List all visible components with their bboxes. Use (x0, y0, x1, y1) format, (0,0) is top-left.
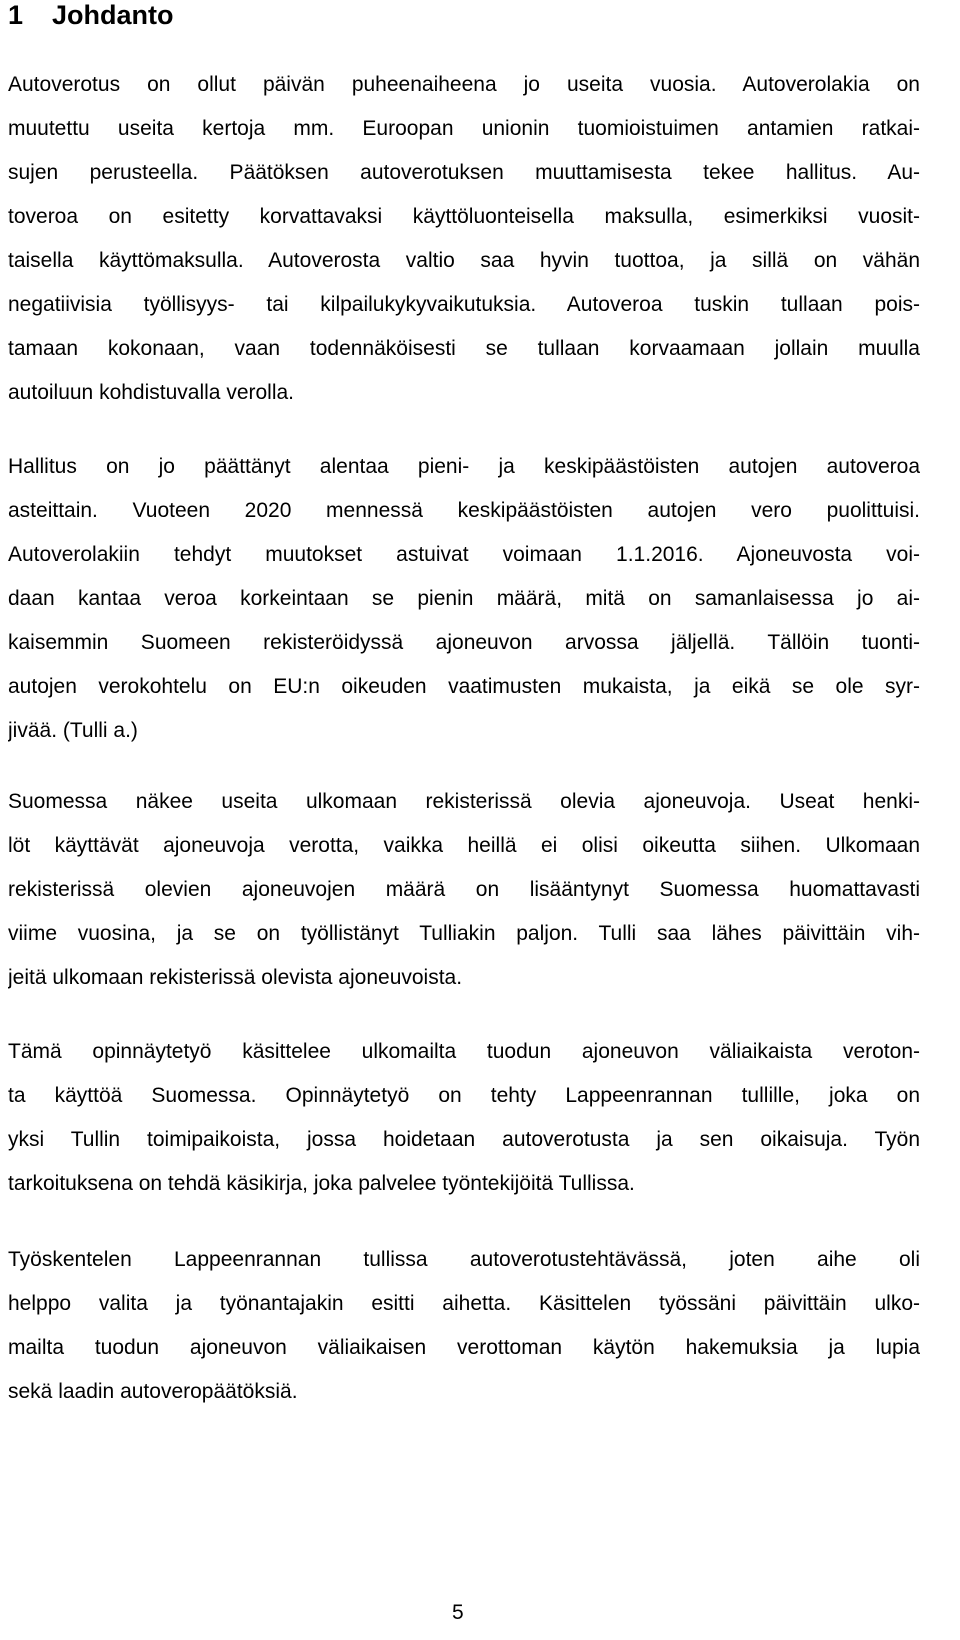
paragraph-line: asteittain. Vuoteen 2020 mennessä keskipäästöisten autojen vero puolittuisi. (8, 499, 920, 522)
paragraph-line: taisella käyttömaksulla. Autoverosta valtio saa hyvin tuottoa, ja sillä on vähän (8, 249, 920, 272)
paragraph-2 (8, 445, 920, 753)
paragraph-line: helppo valita ja työnantajakin esitti aihetta. Käsittelen työssäni päivittäin ulko- (8, 1292, 920, 1315)
paragraph-4 (8, 1030, 920, 1206)
paragraph-line: Suomessa näkee useita ulkomaan rekisterissä olevia ajoneuvoja. Useat henki- (8, 790, 920, 813)
paragraph-line: tarkoituksena on tehdä käsikirja, joka palvelee työntekijöitä Tullissa. (8, 1172, 635, 1195)
paragraph-line: muutettu useita kertoja mm. Euroopan unionin tuomioistuimen antamien ratkai- (8, 117, 920, 140)
paragraph-1 (8, 63, 920, 415)
paragraph-line: Autoverolakiin tehdyt muutokset astuivat voimaan 1.1.2016. Ajoneuvosta voi- (8, 543, 920, 566)
paragraph-line: autoiluun kohdistuvalla verolla. (8, 381, 295, 404)
chapter-number: 1 (8, 0, 24, 30)
paragraph-line: löt käyttävät ajoneuvoja verotta, vaikka heillä ei olisi oikeutta siihen. Ulkomaan (8, 834, 920, 857)
paragraph-line: Hallitus on jo päättänyt alentaa pieni- ja keskipäästöisten autojen autoveroa (8, 455, 920, 478)
paragraph-line: kaisemmin Suomeen rekisteröidyssä ajoneuvon arvossa jäljellä. Tällöin tuonti- (8, 631, 920, 654)
paragraph-line: autojen verokohtelu on EU:n oikeuden vaatimusten mukaista, ja eikä se ole syr- (8, 675, 920, 698)
paragraph-line: Autoverotus on ollut päivän puheenaiheena jo useita vuosia. Autoverolakia on (8, 73, 920, 96)
paragraph-line: Tämä opinnäytetyö käsittelee ulkomailta tuodun ajoneuvon väliaikaista veroton- (8, 1040, 920, 1063)
paragraph-line: rekisterissä olevien ajoneuvojen määrä on lisääntynyt Suomessa huomattavasti (8, 878, 920, 901)
paragraph-line: ta käyttöä Suomessa. Opinnäytetyö on tehty Lappeenrannan tullille, joka on (8, 1084, 920, 1107)
paragraph-line: jeitä ulkomaan rekisterissä olevista ajoneuvoista. (8, 966, 463, 989)
paragraph-line: sekä laadin autoveropäätöksiä. (8, 1380, 298, 1403)
paragraph-line: yksi Tullin toimipaikoista, jossa hoidetaan autoverotusta ja sen oikaisuja. Työn (8, 1128, 920, 1151)
paragraph-5 (8, 1238, 920, 1414)
paragraph-line: sujen perusteella. Päätöksen autoverotuksen muuttamisesta tekee hallitus. Au- (8, 161, 920, 184)
paragraph-line: viime vuosina, ja se on työllistänyt Tulliakin paljon. Tulli saa lähes päivittäin vih- (8, 922, 920, 945)
document-page (8, 0, 920, 1403)
paragraph-line: tamaan kokonaan, vaan todennäköisesti se tullaan korvaamaan jollain muulla (8, 337, 920, 360)
chapter-heading (8, 0, 920, 32)
chapter-title: Johdanto (52, 0, 174, 30)
paragraph-line: jivää. (Tulli a.) (8, 719, 138, 742)
paragraph-line: daan kantaa veroa korkeintaan se pienin määrä, mitä on samanlaisessa jo ai- (8, 587, 920, 610)
page-number: 5 (452, 1601, 464, 1624)
paragraph-line: toveroa on esitetty korvattavaksi käyttöluonteisella maksulla, esimerkiksi vuosit- (8, 205, 920, 228)
paragraph-line: Työskentelen Lappeenrannan tullissa autoverotustehtävässä, joten aihe oli (8, 1248, 920, 1271)
paragraph-line: mailta tuodun ajoneuvon väliaikaisen verottoman käytön hakemuksia ja lupia (8, 1336, 920, 1359)
paragraph-line: negatiivisia työllisyys- tai kilpailukykyvaikutuksia. Autoveroa tuskin tullaan pois- (8, 293, 920, 316)
paragraph-3 (8, 780, 920, 1000)
